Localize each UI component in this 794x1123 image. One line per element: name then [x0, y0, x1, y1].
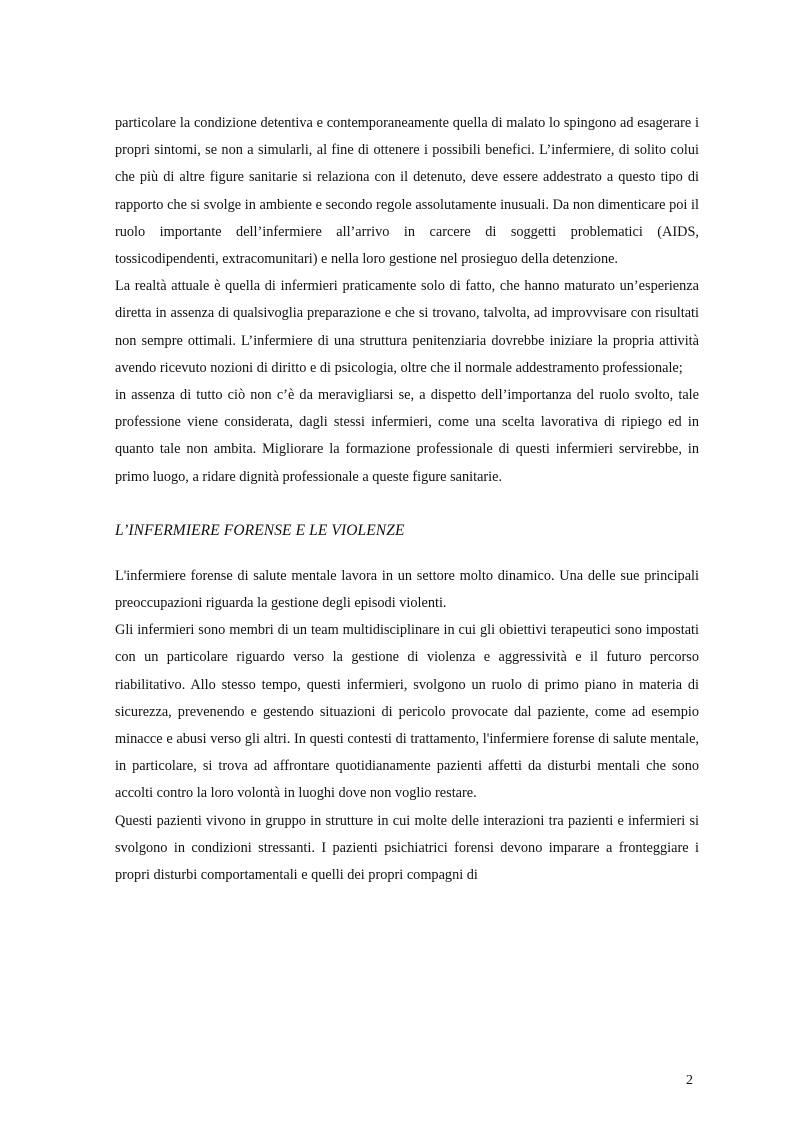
body-paragraph: Gli infermieri sono membri di un team multidisciplinare in cui gli obiettivi terapeutici sono impostati con un particolare riguardo verso la gestione di violenza e aggressività e il futuro percorso riabilitativo. Allo stesso tempo, questi infermieri, svolgono un ruolo di primo piano in materia di sicurezza, prevenendo e gestendo situazioni di pericolo provocate dal paziente, come ad esempio minacce e abusi verso gli altri. In questi contesti di trattamento, l'infermiere forense di salute mentale, in particolare, si trova ad affrontare quotidianamente pazienti affetti da disturbi mentali che sono accolti contro la loro volontà in luoghi dove non voglio restare.: [115, 622, 699, 802]
body-paragraph: in assenza di tutto ciò non c’è da meravigliarsi se, a dispetto dell’importanza del ruolo svolto, tale professione viene considerata, dagli stessi infermieri, come una scelta lavorativa di ripiego ed in quanto tale non ambita. Migliorare la formazione professionale di questi infermieri servirebbe, in primo luogo, a ridare dignità professionale a queste figure sanitarie.: [115, 387, 699, 485]
body-paragraph: La realtà attuale è quella di infermieri praticamente solo di fatto, che hanno maturato un’esperienza diretta in assenza di qualsivoglia preparazione e che si trovano, talvolta, ad improvvisare con risultati non sempre ottimali. L’infermiere di una struttura penitenziaria dovrebbe iniziare la propria attività avendo ricevuto nozioni di diritto e di psicologia, oltre che il normale addestramento professionale;: [115, 278, 699, 376]
section-gap: [115, 491, 699, 517]
section-heading: L’INFERMIERE FORENSE E LE VIOLENZE: [115, 521, 405, 539]
body-paragraph: particolare la condizione detentiva e contemporaneamente quella di malato lo spingono ad esagerare i propri sintomi, se non a simularli, al fine di ottenere i possibili benefici. L’infermiere, di solito colui che più di altre figure sanitarie si relaziona con il detenuto, deve essere addestrato a questo tipo di rapporto che si svolge in ambiente e secondo regole assolutamente inusuali. Da non dimenticare poi il ruolo importante dell’infermiere all’arrivo in carcere di soggetti problematici (AIDS, tossicodipendenti, extracomunitari) e nella loro gestione nel prosieguo della detenzione.: [115, 115, 699, 268]
body-paragraph: L'infermiere forense di salute mentale lavora in un settore molto dinamico. Una delle sue principali preoccupazioni riguarda la gestione degli episodi violenti.: [115, 567, 699, 612]
page-body: [115, 110, 699, 889]
heading-gap: [115, 544, 699, 563]
body-paragraph: Questi pazienti vivono in gruppo in strutture in cui molte delle interazioni tra pazienti e infermieri si svolgono in condizioni stressanti. I pazienti psichiatrici forensi devono imparare a fronteggiare i propri disturbi comportamentali e quelli dei propri compagni di: [115, 812, 699, 884]
page-number: 2: [686, 1073, 693, 1088]
